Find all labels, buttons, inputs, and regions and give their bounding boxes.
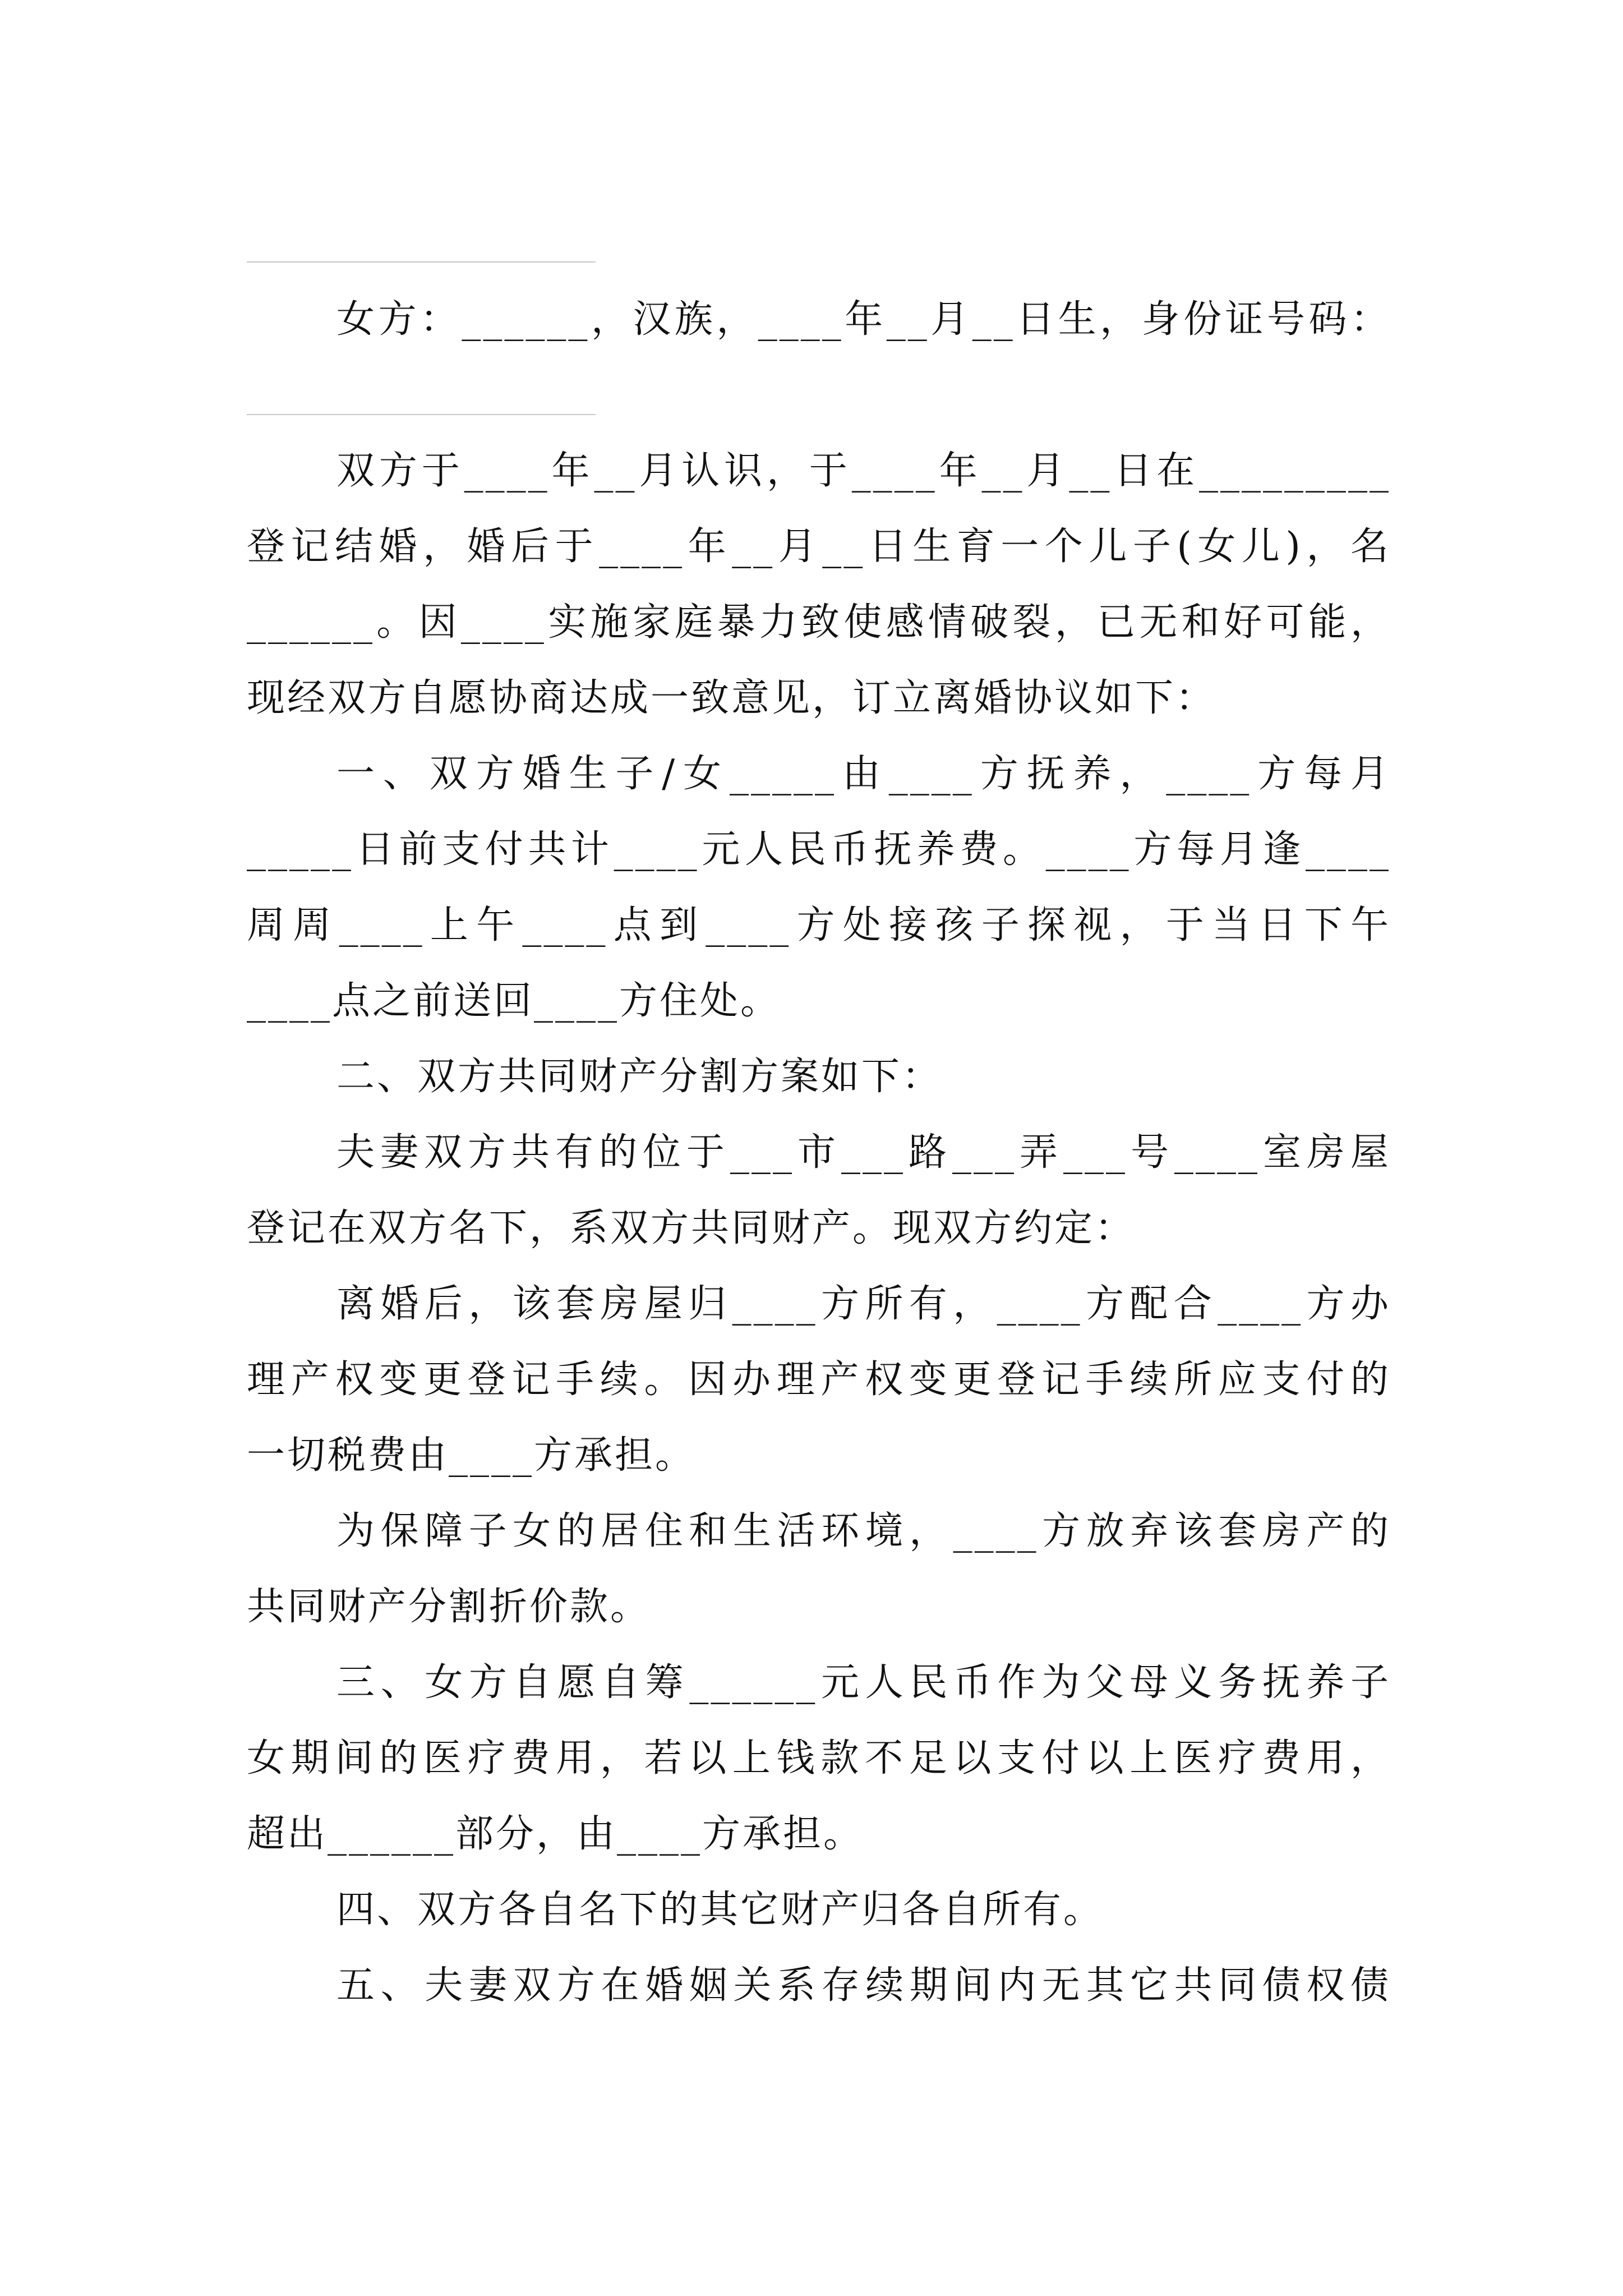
clause-2-house-line-2: 登记在双方名下，系双方共同财产。现双方约定： (247, 1206, 1136, 1250)
clause-4-line: 四、双方各自名下的其它财产归各自所有。 (336, 1888, 1104, 1932)
clause-5-line-1: 五、夫妻双方在婚姻关系存续期间内无其它共同债权债 (336, 1963, 1391, 2008)
marriage-line-1: 双方于____年__月认识，于____年__月__日在_________ (336, 449, 1391, 493)
clause-2-house-line-1: 夫妻双方共有的位于___市___路___弄___号____室房屋 (336, 1130, 1391, 1175)
id-number-blank-line-top (247, 261, 596, 263)
clause-1-line-1: 一、双方婚生子/女_____由____方抚养，____方每月 (336, 752, 1391, 796)
id-number-blank-line-bottom (247, 414, 596, 415)
marriage-line-2: 登记结婚，婚后于____年__月__日生育一个儿子(女儿)，名 (247, 524, 1391, 569)
clause-2-divorce-line-1: 离婚后，该套房屋归____方所有，____方配合____方办 (336, 1282, 1391, 1326)
clause-3-line-3: 超出______部分，由____方承担。 (247, 1812, 864, 1856)
clause-2-children-line-1: 为保障子女的居住和生活环境，____方放弃该套房产的 (336, 1509, 1391, 1553)
clause-1-line-3: 周周____上午____点到____方处接孩子探视，于当日下午 (247, 903, 1391, 947)
clause-1-line-2: _____日前支付共计____元人民币抚养费。____方每月逢____ (247, 827, 1391, 872)
clause-2-heading: 二、双方共同财产分割方案如下： (336, 1055, 943, 1099)
marriage-line-3: ______。因____实施家庭暴力致使感情破裂，已无和好可能， (247, 600, 1391, 645)
clause-3-line-1: 三、女方自愿自筹______元人民币作为父母义务抚养子 (336, 1660, 1391, 1705)
clause-1-line-4: ____点之前送回____方住处。 (247, 979, 781, 1023)
marriage-line-4: 现经双方自愿协商达成一致意见，订立离婚协议如下： (247, 676, 1216, 720)
female-party-line: 女方：______，汉族，____年__月__日生，身份证号码： (336, 297, 1391, 342)
clause-2-divorce-line-3: 一切税费由____方承担。 (247, 1433, 696, 1478)
clause-3-line-2: 女期间的医疗费用，若以上钱款不足以支付以上医疗费用， (247, 1736, 1391, 1780)
clause-2-children-line-2: 共同财产分割折价款。 (247, 1585, 651, 1629)
clause-2-divorce-line-2: 理产权变更登记手续。因办理产权变更登记手续所应支付的 (247, 1358, 1391, 1402)
